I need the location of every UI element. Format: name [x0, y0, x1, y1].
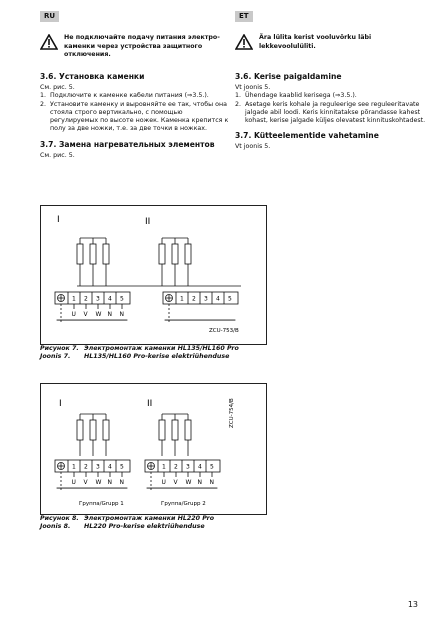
wiring-diagram-fig8 — [40, 383, 267, 515]
section-title: 3.6. Установка каменки — [40, 72, 145, 81]
warning-triangle-icon — [40, 34, 58, 50]
terminal-label: 1 — [162, 463, 166, 471]
phase-label: N — [107, 479, 112, 486]
terminal-label: 3 — [186, 463, 190, 471]
warning-triangle-icon — [235, 34, 253, 50]
lang-tag-et: ET — [235, 11, 253, 22]
section-title: 3.7. Замена нагревательных элементов — [40, 139, 215, 149]
phase-label: N — [197, 479, 202, 486]
heating-element — [90, 420, 96, 440]
lang-tag-ru: RU — [40, 11, 59, 22]
heating-element — [185, 420, 191, 440]
wiring-diagram-fig7 — [40, 205, 267, 345]
phase-label: W — [95, 311, 102, 318]
phase-label: V — [83, 479, 88, 486]
warning-ru — [40, 34, 230, 60]
terminal-label: 2 — [84, 295, 88, 303]
group-1-label: Группа/Grupp 1 — [79, 501, 124, 507]
phase-label: V — [83, 311, 88, 318]
phase-label: U — [161, 479, 166, 486]
phase-label: U — [71, 311, 76, 318]
terminal-block — [163, 292, 238, 304]
terminal-label: 1 — [180, 295, 184, 303]
terminal-block — [55, 292, 130, 304]
terminal-label: 3 — [96, 295, 100, 303]
drawing-code: ZCU-754/B — [229, 398, 235, 428]
heating-element — [172, 420, 178, 440]
heating-element — [77, 244, 83, 264]
group-label-i: I — [59, 399, 62, 409]
phase-label: W — [185, 479, 192, 486]
terminal-label: 5 — [120, 295, 124, 303]
terminal-block — [145, 460, 220, 472]
section-title: 3.6. Kerise paigaldamine — [235, 72, 342, 81]
terminal-label: 4 — [216, 295, 220, 303]
terminal-label: 4 — [108, 463, 112, 471]
heating-element — [103, 420, 109, 440]
group-label-i: I — [57, 215, 60, 225]
list-item: 2. Установите каменку и выровняйте ее так, чтобы она стояла строго вертикально, с помощью регулируемых по высоте ножек. Каменка крепится к полу за две ножки, т.е. за две точки в ножках. — [40, 100, 229, 133]
heating-element — [172, 244, 178, 264]
terminal-label: 1 — [72, 463, 76, 471]
phase-label: N — [119, 311, 124, 318]
phase-label: N — [209, 479, 214, 486]
heating-element — [103, 244, 109, 264]
terminal-label: 4 — [108, 295, 112, 303]
heating-element — [77, 420, 83, 440]
heating-element — [90, 244, 96, 264]
section-ref: См. рис. 5. — [40, 84, 75, 91]
warning-text: Не подключайте подачу питания электро-каменки через устройства защитного отключения. — [64, 34, 220, 58]
page-number: 13 — [407, 600, 418, 609]
section-ref: Vt joonis 5. — [235, 84, 271, 91]
phase-label: N — [107, 311, 112, 318]
phase-label: V — [173, 479, 178, 486]
caption-fig7: Рисунок 7. Электромонтаж каменки HL135/HL160 Pro Joonis 7. HL135/HL160 Pro-kerise elektriühenduse — [40, 345, 239, 361]
drawing-code: ZCU-753/B — [209, 328, 239, 334]
column-ru — [40, 72, 232, 160]
column-et — [235, 72, 427, 152]
section-title: 3.7. Kütteelementide vahetamine — [235, 131, 379, 141]
group-label-ii: II — [147, 399, 153, 409]
terminal-label: 1 — [72, 295, 76, 303]
warning-et — [235, 34, 425, 51]
terminal-label: 3 — [204, 295, 208, 303]
group-label-ii: II — [145, 217, 151, 227]
section-ref: См. рис. 5. — [40, 151, 75, 159]
list-item: 1. Подключите к каменке кабели питания (⇒3.5.). — [40, 92, 209, 100]
terminal-label: 2 — [84, 463, 88, 471]
terminal-label: 4 — [198, 463, 202, 471]
group-2-label: Группа/Grupp 2 — [161, 501, 206, 507]
terminal-label: 3 — [96, 463, 100, 471]
list-item: 2. Asetage keris kohale ja reguleerige see reguleeritavate jalgade abil loodi. Keris kinnitatakse põrandasse kahest kohast, kerise jalgade küljes olevatest kinnituskohtadest. — [235, 100, 426, 125]
phase-label: N — [119, 479, 124, 486]
list-item: 1. Ühendage kaablid kerisega (⇒3.5.). — [235, 92, 357, 100]
section-ref: Vt joonis 5. — [235, 143, 271, 151]
heating-element — [159, 244, 165, 264]
heating-element — [159, 420, 165, 440]
heating-element — [185, 244, 191, 264]
phase-label: U — [71, 479, 76, 486]
caption-fig8: Рисунок 8. Электромонтаж каменки HL220 Pro Joonis 8. HL220 Pro-kerise elektriühenduse — [40, 515, 215, 531]
terminal-label: 2 — [192, 295, 196, 303]
terminal-label: 2 — [174, 463, 178, 471]
phase-label: W — [95, 479, 102, 486]
terminal-label: 5 — [120, 463, 124, 471]
terminal-block — [55, 460, 130, 472]
warning-text: Ära lülita kerist vooluvõrku läbi lekkevoolulüliti. — [259, 34, 372, 50]
terminal-label: 5 — [228, 295, 232, 303]
terminal-label: 5 — [210, 463, 214, 471]
